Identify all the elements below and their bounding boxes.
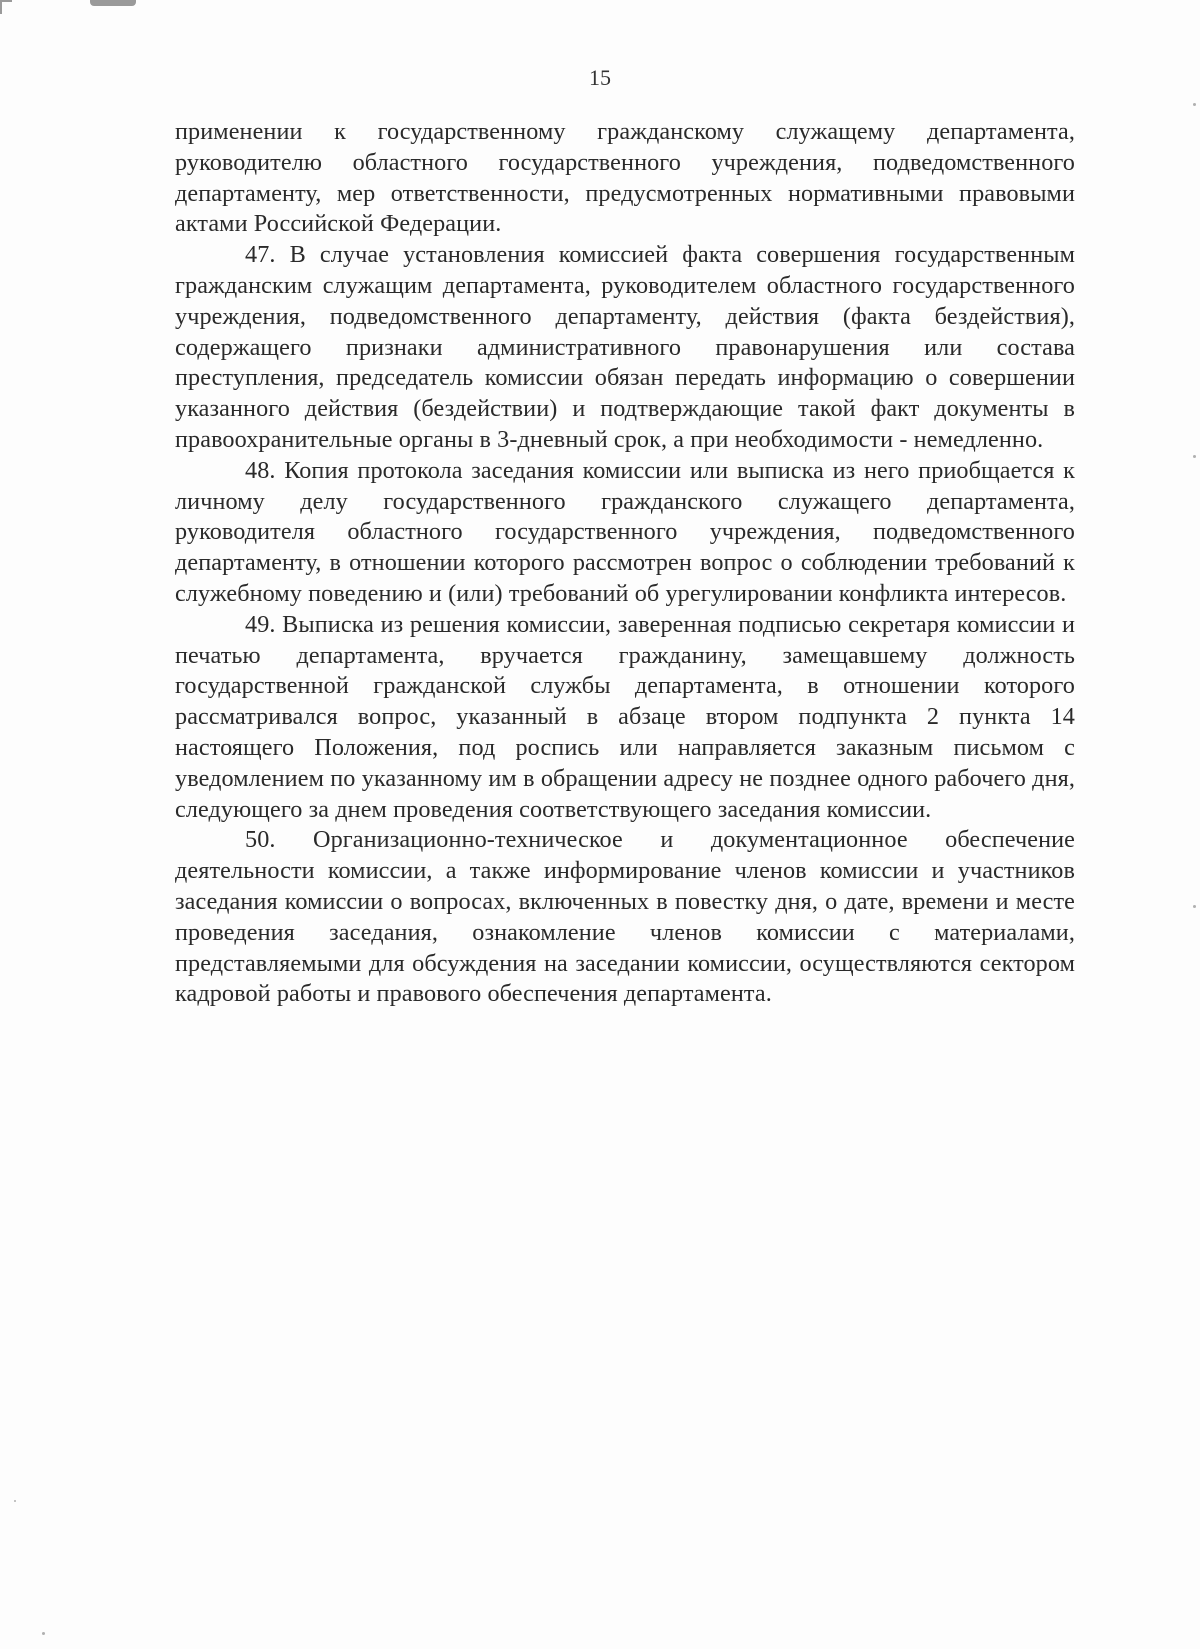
page-number: 15 bbox=[589, 65, 611, 90]
scan-artifact-top bbox=[90, 0, 136, 6]
document-body bbox=[175, 117, 1075, 1010]
scan-speck bbox=[1193, 455, 1196, 458]
scan-speck bbox=[1193, 905, 1196, 908]
paragraph-49: 49. Выписка из решения комиссии, заверенная подписью секретаря комиссии и печатью департамента, вручается гражданину, замещавшему должность государственной гражданской службы департамента, в отношении которого рассматривался вопрос, указанный в абзаце втором подпункта 2 пункта 14 настоящего Положения, под роспись или направляется заказным письмом с уведомлением по указанному им в обращении адресу не позднее одного рабочего дня, следующего за днем проведения соответствующего заседания комиссии. bbox=[175, 610, 1075, 823]
scan-speck bbox=[42, 1632, 45, 1635]
scan-speck bbox=[14, 1500, 16, 1502]
scan-artifact-corner bbox=[0, 0, 12, 14]
scan-speck bbox=[1193, 103, 1196, 106]
paragraph-46-continuation: применении к государственному гражданскому служащему департамента, руководителю областного государственного учреждения, подведомственного департаменту, мер ответственности, предусмотренных нормативными правовыми актами Российской Федерации. bbox=[175, 118, 1075, 238]
paragraph-47: 47. В случае установления комиссией факта совершения государственным гражданским служащим департамента, руководителем областного государственного учреждения, подведомственного департаменту, действия (факта бездействия), содержащего признаки административного правонарушения или состава преступления, председатель комиссии обязан передать информацию о совершении указанного действия (бездействии) и подтверждающие такой факт документы в правоохранительные органы в 3-дневный срок, а при необходимости - немедленно. bbox=[175, 241, 1075, 453]
paragraph-50: 50. Организационно-техническое и документационное обеспечение деятельности комиссии, а также информирование членов комиссии и участников заседания комиссии о вопросах, включенных в повестку дня, о дате, времени и месте проведения заседания, ознакомление членов комиссии с материалами, представляемыми для обсуждения на заседании комиссии, осуществляются сектором кадровой работы и правового обеспечения департамента. bbox=[175, 826, 1075, 1008]
paragraph-48: 48. Копия протокола заседания комиссии или выписка из него приобщается к личному делу государственного гражданского служащего департамента, руководителя областного государственного учреждения, подведомственного департаменту, в отношении которого рассмотрен вопрос о соблюдении требований к служебному поведению и (или) требований об урегулировании конфликта интересов. bbox=[175, 456, 1075, 607]
